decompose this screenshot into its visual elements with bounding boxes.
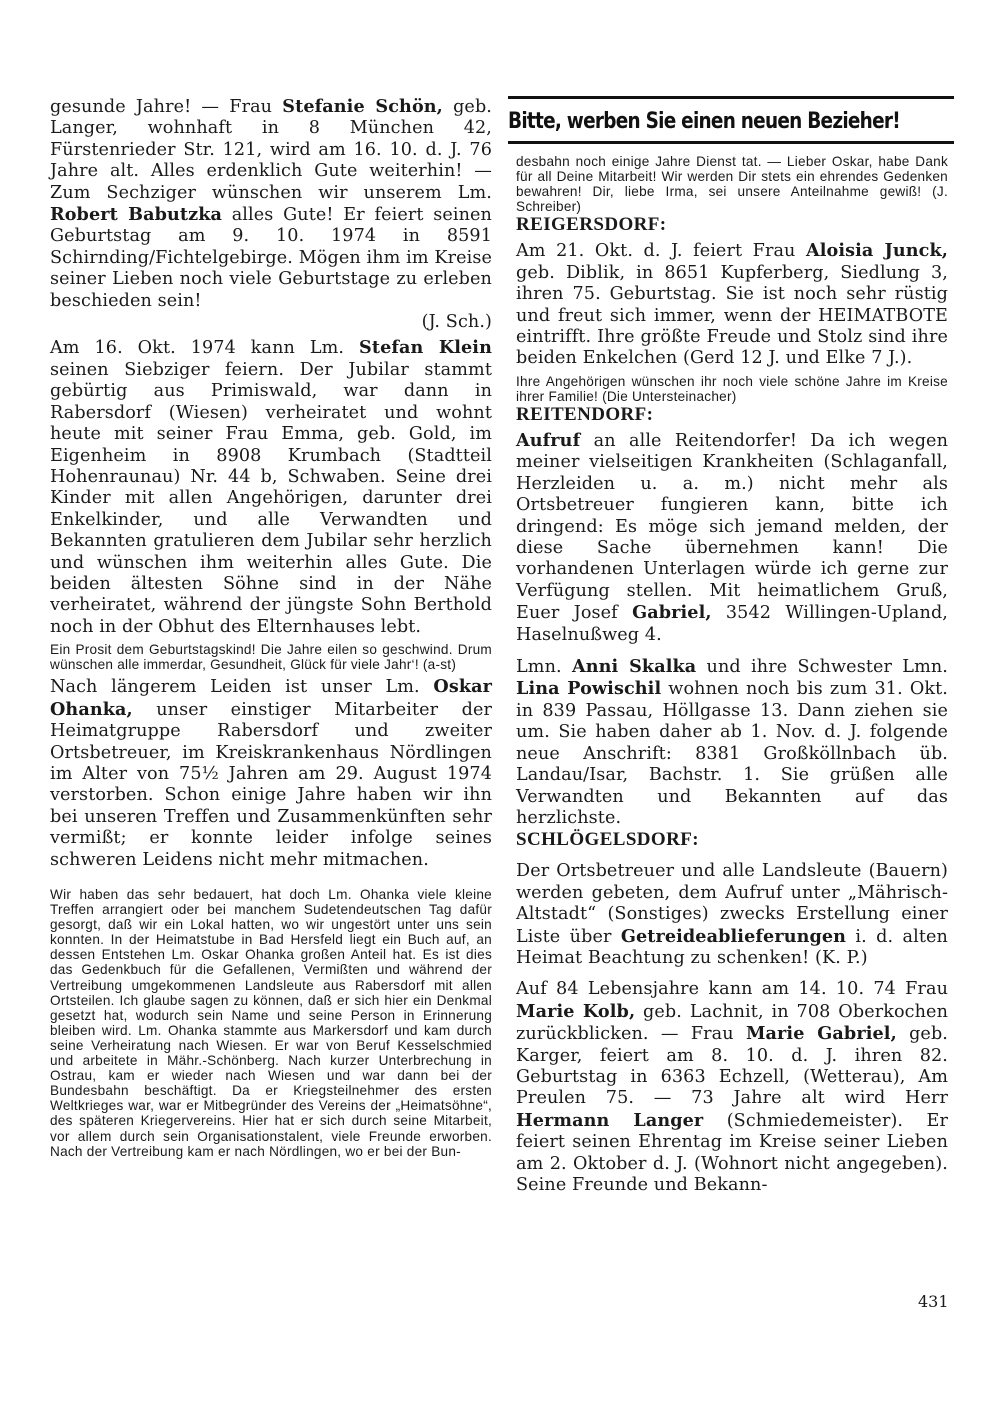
name-hermann-langer: Hermann Langer [516,1109,704,1131]
text: geb. Karger, feiert am 8. 10. d. J. ihren 82. Geburtstag in 6363 Echzell, (Wetterau), Am Preulen 75. — 73 Jahre alt wird Herr [516,1024,948,1109]
banner-rule-bottom [508,141,954,144]
paragraph-oskar-ohanka-obituary [50,676,492,871]
paragraph-aloisia-junck [516,240,948,369]
paragraph-skalka-powischil [516,656,948,829]
text: Am 21. Okt. d. J. feiert Frau [516,241,806,262]
paragraph-birthdays-kolb-gabriel-langer [516,979,948,1196]
paragraph-ohanka-continued: desbahn noch einige Jahre Dienst tat. — Lieber Oskar, habe Dank für all Deine Mitarbeit! Wir werden Dir stets ein ehrendes Gedenken bewahren! Dir, liebe Irma, sei unsere Anteilnahme gewiß! (J. Schreiber) [516,154,948,215]
page-number: 431 [918,1292,949,1311]
paragraph-reitendorf-aufruf [516,430,948,646]
banner-rule-top [508,96,954,99]
keyword-getreideablieferungen: Getreideablieferungen [620,925,847,947]
left-column [50,96,492,1159]
paragraph-ohanka-details: Wir haben das sehr bedauert, hat doch Lm. Ohanka viele kleine Treffen arrangiert oder bei manchem Sudetendeutschen Tag dafür gesorgt, daß wir ein Lokal hatten, wo wir ungestört unter uns sein konnten. In der Heimatstube in Bad Hersfeld liegt ein Buch auf, an dessen Entstehen Lm. Oskar Ohanka großen Anteil hat. Es ist dies das Gedenkbuch für die Gefallenen, Vermißten und während der Vertreibung umgekommenen Landsleute aus Rabersdorf mit allen Ortsteilen. Ich glaube sagen zu können, daß er sich hier ein Denkmal gesetzt hat, wodurch sein Name und seine Person in Erinnerung bleiben wird. Lm. Ohanka stammte aus Markersdorf und kam durch seine Verheiratung nach Wiesen. Er war von Beruf Kesselschmied und arbeitete in Mähr.-Schönberg. Nach kurzer Unterbrechung in Ostrau, kam er wieder nach Wiesen und war dann bei der Bundesbahn beschäftigt. Da er Kriegsteilnehmer des ersten Weltkrieges war, war er Mitbegründer des Vereins der „Heimatsöhne“, des späteren Kriegervereins. Hier hat er sich durch seine Mitarbeit, vor allem durch sein Organisationstalent, viele Freunde erworben. Nach der Vertreibung kam er nach Nördlingen, wo er bei der Bun- [50,887,492,1159]
paragraph-junck-wishes: Ihre Angehörigen wünschen ihr noch viele schöne Jahre im Kreise ihrer Familie! (Die Untersteinacher) [516,373,948,404]
text: und ihre Schwester Lmn. [696,657,948,678]
text: Auf 84 Lebensjahre kann am 14. 10. 74 Frau [516,979,948,1000]
text: Am 16. Okt. 1974 kann Lm. [50,338,360,359]
text: gesunde Jahre! — Frau [50,97,283,117]
banner-text: Bitte, werben Sie einen neuen Bezieher! [508,108,900,134]
name-stefan-klein: Stefan Klein [359,337,492,359]
text: unser einstiger Mitarbeiter der Heimatgruppe Rabersdorf und zweiter Ortsbetreuer, im Kreiskrankenhaus Nördlingen im Alter von 75½ Jahren am 29. August 1974 verstorben. Schon einige Jahre haben wir ihn bei unseren Treffen und Zusammenkünften sehr vermißt; er konnte leider infolge seines schweren Leidens nicht mehr mitmachen. [50,699,492,870]
text: seinen Siebziger feiern. Der Jubilar stammt gebürtig aus Primiswald, war dann in Rabersdorf (Wiesen) verheiratet und wohnt heute mit seiner Frau Emma, geb. Gold, im Eigenheim in 8908 Krumbach (Stadtteil Hohenraunau) Nr. 44 b, Schwaben. Seine drei Kinder mit allen Angehörigen, darunter drei Enkelkinder, und alle Verwandten und Bekannten gratulieren dem Jubilar sehr herzlich und wünschen ihm weiterhin alles Gute. Die beiden ältesten Söhne sind in der Nähe verheiratet, während der jüngste Sohn Berthold noch in der Obhut des Elternhauses lebt. [50,359,492,637]
name-robert-babutzka: Robert Babutzka [50,204,222,226]
text: wohnen noch bis zum 31. Okt. in 839 Passau, Höllgasse 13. Dann ziehen sie um. Sie haben daher ab 1. Nov. d. J. folgende neue Anschrift: 8381 Großköllnbach üb. Landau/Isar, Bachstr. 1. Sie grüßen alle Verwandten und Bekannten auf das herzlichste. [516,679,948,828]
paragraph-getreideablieferungen [516,861,948,969]
signature-j-sch: (J. Sch.) [421,312,492,333]
name-marie-gabriel: Marie Gabriel, [745,1023,897,1045]
section-heading-schloegelsdorf: SCHLÖGELSDORF: [516,829,699,851]
name-lina-powischil: Lina Powischil [516,678,662,700]
name-aloisia-junck: Aloisia Junck, [805,240,949,262]
section-heading-reitendorf: REITENDORF: [516,404,654,425]
paragraph-prosit: Ein Prosit dem Geburtstagskind! Die Jahre eilen so geschwind. Drum wünschen alle immerdar, Gesundheit, Glück für viele Jahr‘! (a-st) [50,642,492,673]
keyword-aufruf: Aufruf [516,430,581,451]
text: geb. Langer, wohnhaft in 8 München 42, Fürstenrieder Str. 121, wird am 16. 10. d. J. 76 Jahre alt. Alles erdenklich Gute weiterhin! — Zum Sechziger wünschen wir unserem Lm. [50,97,492,203]
right-column [508,96,949,1196]
text: geb. Diblik, in 8651 Kupferberg, Siedlung 3, ihren 75. Geburtstag. Sie ist noch sehr rüstig und freut sich immer, wenn der HEIMATBOTE eintrifft. Ihre größte Freude und Stolz sind ihre beiden Enkelchen (Gerd 12 J. und Elke 7 J.). [516,262,948,369]
text: i. d. alten Heimat Beachtung zu schenken! (K. P.) [516,926,948,968]
text: Nach längerem Leiden ist unser Lm. [50,677,434,698]
text: alles Gute! Er feiert seinen Geburtstag am 9. 10. 1974 in 8591 Schirnding/Fichtelgebirge. Mögen ihm im Kreise seiner Lieben noch viele Geburtstage zu erleben beschieden sein! [50,205,492,311]
name-anni-skalka: Anni Skalka [571,656,697,678]
text: (Schmiedemeister). Er feiert seinen Ehrentag im Kreise seiner Lieben am 2. Oktober d. J. (Wohnort nicht angegeben). Seine Freunde und Bekann- [516,1110,948,1195]
section-heading-reigersdorf: REIGERSDORF: [516,214,667,236]
text: geb. Lachnit, in 708 Oberkochen zurückblicken. — Frau [516,1001,948,1045]
name-marie-kolb: Marie Kolb, [516,1000,636,1022]
subscriber-banner [508,96,954,144]
text: an alle Reitendorfer! Da ich wegen meiner vielseitigen Krankheiten (Schlaganfall, Herzleiden u. a. m.) nicht mehr als Ortsbetreuer fungieren kann, bitte ich dringend: Es möge sich jemand melden, der diese Sache übernehmen kann! Die vorhandenen Unterlagen würde ich gerne zur Verfügung stellen. Mit heimatlichem Gruß, Euer Josef [516,431,948,624]
text: 3542 Willingen-Upland, Haselnußweg 4. [516,603,948,645]
name-oskar-ohanka: Oskar Ohanka, [50,676,492,720]
text: Lmn. [516,657,572,678]
paragraph-schoen-babutzka [50,96,492,312]
name-stefanie-schoen: Stefanie Schön, [282,96,443,117]
text: Der Ortsbetreuer und alle Landsleute (Bauern) werden gebeten, dem Aufruf unter „Mährisch-Altstadt“ (Sonstiges) zwecks Erstellung einer Liste über [516,861,948,947]
name-gabriel: Gabriel, [632,602,712,624]
paragraph-stefan-klein [50,337,492,638]
